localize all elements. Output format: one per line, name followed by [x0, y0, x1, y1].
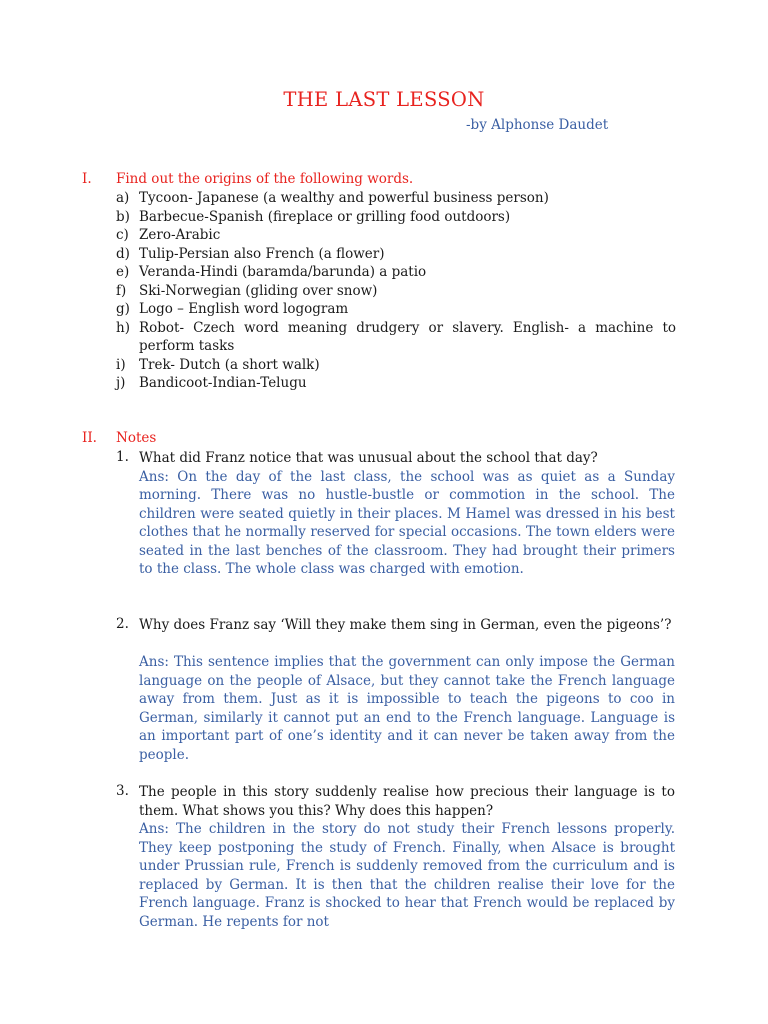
list-item-letter: b)	[116, 208, 130, 225]
list-item-text: Barbecue-Spanish (fireplace or grilling food outdoors)	[139, 208, 511, 225]
list-item-text: Bandicoot-Indian-Telugu	[139, 375, 307, 391]
list-item-letter: d)	[116, 245, 130, 262]
list-item-text: Logo – English word logogram	[139, 301, 349, 317]
list-item-letter: j)	[116, 375, 126, 391]
list-item-letter: f)	[116, 282, 127, 299]
list-item-letter: e)	[116, 264, 130, 280]
list-item-letter: g)	[116, 301, 130, 317]
section-2-heading: Notes	[116, 430, 157, 446]
question-text: Why does Franz say ‘Will they make them sing in German, even the pigeons’?	[139, 617, 672, 633]
section-1-number: I.	[82, 171, 92, 187]
page-title: THE LAST LESSON	[283, 88, 485, 111]
question-number: 3.	[116, 783, 129, 799]
list-item-text: Zero-Arabic	[139, 227, 221, 243]
answer-text: Ans: On the day of the last class, the school was as quiet as a Sunday morning. There was no hustle-bustle or commotion in the school. The children were seated quietly in their places. M Hamel was dressed in his best clothes that he normally reserved for special occasions. The town elders were seated in the last benches of the classroom. They had brought their primers to the class. The whole class was charged with emotion.	[139, 468, 675, 577]
question-number: 1.	[116, 449, 129, 465]
section-2-number: II.	[82, 430, 97, 446]
list-item-text: Ski-Norwegian (gliding over snow)	[139, 282, 378, 299]
list-item-text: Tulip-Persian also French (a flower)	[139, 245, 385, 262]
list-item-text: Tycoon- Japanese (a wealthy and powerful business person)	[139, 190, 549, 206]
question-text: The people in this story suddenly realise how precious their language is to them. What shows you this? Why does this happen?	[139, 784, 675, 819]
list-item-text: Trek- Dutch (a short walk)	[139, 356, 320, 373]
answer-text: Ans: The children in the story do not study their French lessons properly. They keep postponing the study of French. Finally, when Alsace is brought under Prussian rule, French is suddenly removed from the curriculum and is replaced by German. It is then that the children realise their love for the French language. Franz is shocked to hear that French would be replaced by German. He repents for not	[139, 821, 675, 930]
list-item-letter: a)	[116, 190, 130, 206]
list-item-text: Veranda-Hindi (baramda/barunda) a patio	[139, 264, 427, 280]
section-1-heading: Find out the origins of the following words.	[116, 171, 414, 187]
answer-text: Ans: This sentence implies that the government can only impose the German language on the people of Alsace, but they cannot take the French language away from them. Just as it is impossible to teach the pigeons to coo in German, similarly it cannot put an end to the French language. Language is an important part of one’s identity and it can never be taken away from the people.	[139, 654, 675, 763]
list-item-letter: h)	[116, 319, 130, 336]
question-number: 2.	[116, 616, 129, 632]
question-text: What did Franz notice that was unusual about the school that day?	[139, 450, 598, 466]
list-item-text: Robot- Czech word meaning drudgery or slavery. English- a machine to perform tasks	[139, 319, 676, 354]
author-byline: -by Alphonse Daudet	[466, 117, 609, 133]
list-item-letter: i)	[116, 356, 126, 373]
list-item-letter: c)	[116, 227, 129, 243]
